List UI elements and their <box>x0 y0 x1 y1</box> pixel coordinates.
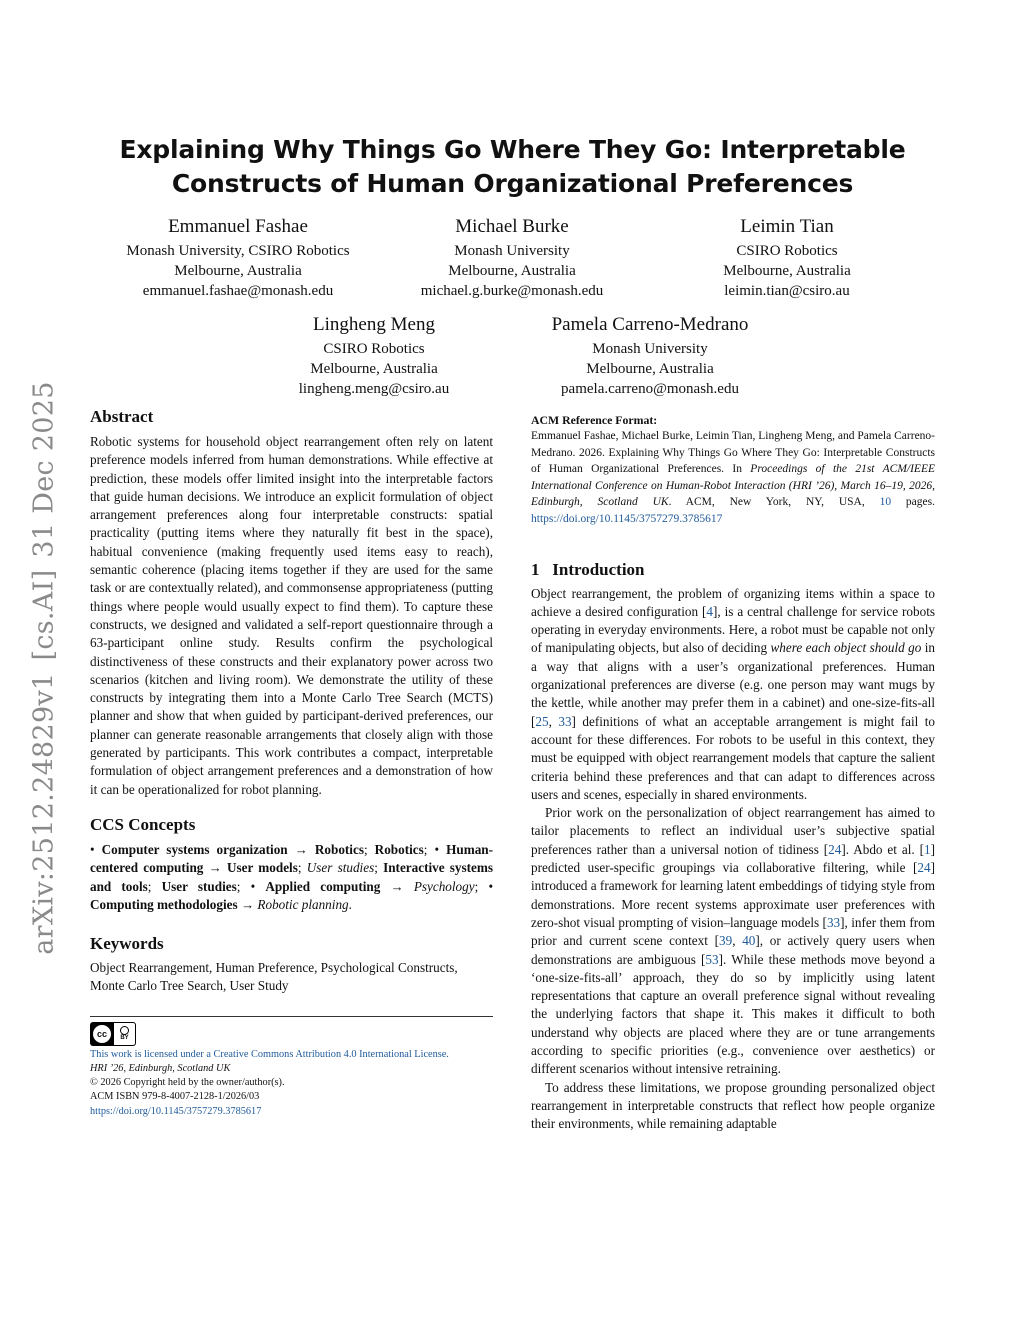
keywords-text: Object Rearrangement, Human Preference, Psychological Constructs, Monte Carlo Tree Search, User Study <box>90 960 458 994</box>
author-name: Emmanuel Fashae <box>168 216 308 237</box>
license-link[interactable]: This work is licensed under a Creative Commons Attribution 4.0 International License. <box>90 1048 449 1060</box>
abstract-heading: Abstract <box>90 407 154 426</box>
paper-title <box>90 133 935 201</box>
acm-ref-text: Emmanuel Fashae, Michael Burke, Leimin Tian, Lingheng Meng, and Pamela Carreno-Medrano. 2026. Explaining Why Things Go Where They Go: Interpretable Constructs of Human Organizational Preferences. In Proceedings of the 21st ACM/IEEE International Conference on Human-Robot Interaction (HRI ’26), March 16–19, 2026, Edinburgh, Scotland UK. ACM, New York, NY, USA, 10 pages. https://doi.org/10.1145/3757279.3785617 <box>531 430 935 525</box>
author-name: Pamela Carreno-Medrano <box>551 314 749 335</box>
author-block <box>274 312 474 399</box>
footnote-rule <box>90 1016 493 1017</box>
license-block <box>90 1048 493 1119</box>
author-block <box>382 214 642 301</box>
author-location: Melbourne, Australia <box>448 263 576 279</box>
author-affiliation: Monash University <box>592 341 708 357</box>
ccs-concepts: • Computer systems organization → Robotics; Robotics; • Human-centered computing → User models; User studies; Interactive systems and tools; User studies; • Applied computing → Psychology; • Computing methodologies → Robotic planning. <box>90 841 494 912</box>
arxiv-date: 31 Dec 2025 <box>28 381 60 558</box>
cc-logo: cc <box>91 1023 113 1045</box>
person-icon <box>120 1026 129 1035</box>
author-location: Melbourne, Australia <box>723 263 851 279</box>
arxiv-category: [cs.AI] <box>28 569 60 661</box>
acm-ref-heading: ACM Reference Format: <box>531 413 658 427</box>
arxiv-identifier <box>29 375 60 960</box>
cc-by-icon <box>90 1022 136 1046</box>
author-affiliation: CSIRO Robotics <box>736 243 838 259</box>
author-location: Melbourne, Australia <box>310 361 438 377</box>
acm-doi-link[interactable]: https://doi.org/10.1145/3757279.3785617 <box>531 512 723 525</box>
intro-paragraph-1: Object rearrangement, the problem of organizing items within a space to achieve a desired configuration [4], is a central challenge for service robots operating in everyday environments. Here, a robot must be capable not only of manipulating objects, but also of deciding where each object should go in a way that aligns with a user’s organizational preferences. Human organizational preferences are diverse (e.g. one person may want mugs by the kettle, while another may prefer them in a cabinet) and one-size-fits-all [25, 33] definitions of what an acceptable arrangement is might fail to account for these differences. For robots to be useful in this context, they must be equipped with object rearrangement models that capture the salient criteria behind these preferences and that can adapt to differences across users and scenes, especially in shared environments. <box>531 585 936 802</box>
author-email[interactable]: leimin.tian@csiro.au <box>724 283 850 299</box>
cc-license-badge[interactable] <box>90 1022 493 1046</box>
intro-heading: 1 Introduction <box>531 559 645 579</box>
author-email[interactable]: michael.g.burke@monash.edu <box>420 283 604 299</box>
author-email[interactable]: pamela.carreno@monash.edu <box>561 381 739 397</box>
title-line-1: Explaining Why Things Go Where They Go: Interpretable <box>119 135 906 164</box>
author-name: Lingheng Meng <box>313 314 435 335</box>
author-location: Melbourne, Australia <box>586 361 714 377</box>
venue-short: HRI ’26, Edinburgh, Scotland UK <box>90 1062 231 1074</box>
author-email[interactable]: lingheng.meng@csiro.au <box>298 381 450 397</box>
intro-paragraph-3: To address these limitations, we propose grounding personalized object rearrangement in interpretable constructs that reflect how people organize their environments, while remaining adaptable <box>531 1079 935 1132</box>
author-name: Leimin Tian <box>740 216 834 237</box>
left-column <box>90 405 493 1119</box>
by-logo: BY <box>114 1023 135 1045</box>
author-block <box>686 214 888 301</box>
pages-link[interactable]: 10 <box>879 496 892 509</box>
author-affiliation: Monash University, CSIRO Robotics <box>126 243 350 259</box>
author-name: Michael Burke <box>455 216 569 237</box>
author-email[interactable]: emmanuel.fashae@monash.edu <box>142 283 334 299</box>
author-affiliation: CSIRO Robotics <box>323 341 425 357</box>
ccs-heading: CCS Concepts <box>90 814 196 834</box>
copyright: © 2026 Copyright held by the owner/author(s). <box>90 1077 285 1089</box>
author-affiliation: Monash University <box>454 243 570 259</box>
isbn: ACM ISBN 979-8-4007-2128-1/2026/03 <box>90 1091 260 1103</box>
author-location: Melbourne, Australia <box>174 263 302 279</box>
keywords-heading: Keywords <box>90 934 164 954</box>
author-block <box>530 312 770 399</box>
right-column <box>531 412 935 1133</box>
author-block <box>100 214 376 301</box>
intro-paragraph-2: Prior work on the personalization of object rearrangement has aimed to tailor placements to reflect an individual user’s subjective spatial preferences rather than a universal notion of tidiness [24]. Abdo et al. [1] predicted user-specific groupings via collaborative filtering, while [24] introduced a framework for learning latent embeddings of tidying style from demonstrations. More recent systems approximate user preferences with zero-shot visual prompting of vision–language models [33], infer them from prior and current scene context [39, 40], or actively query users when demonstrations are ambiguous [53]. While these methods move beyond a ‘one-size-fits-all’ approach, they do so by implicitly using latent representations that capture an overall preference signal without revealing the underlying factors that shape it. This makes it difficult to both understand why objects are placed where they are or tune arrangements according to specific priorities (e.g., convenience over aesthetics) or different scenarios without intensive retraining. <box>531 805 935 1077</box>
abstract-text: Robotic systems for household object rearrangement often rely on latent preference models inferred from human demonstrations. While effective at prediction, these models offer limited insight into the interpretable factors that guide human decisions. We introduce an explicit formulation of object arrangement preferences along four interpretable constructs: spatial practicality (putting items where they naturally fit best in the space), habitual convenience (making frequently used items easy to reach), semantic coherence (placing items together if they are used for the same task or are contextually related), and commonsense appropriateness (putting things where people would usually expect to find them). To capture these constructs, we designed and validated a self-report questionnaire through a 63-participant online study. Results confirm the psychological distinctiveness of these constructs and their explanatory power across two scenarios (kitchen and living room). We demonstrate the utility of these constructs by integrating them into a Monte Carlo Tree Search (MCTS) planner and show that when guided by participant-derived preferences, our planner can generate reasonable arrangements that closely align with those generated by participants. This work contributes a compact, interpretable formulation of object arrangement preferences and a demonstration of how it can be operationalized for robot planning. <box>90 434 493 797</box>
doi-link[interactable]: https://doi.org/10.1145/3757279.3785617 <box>90 1105 262 1117</box>
arxiv-id: arXiv:2512.24829v1 <box>28 672 60 955</box>
title-line-2: Constructs of Human Organizational Preferences <box>171 169 854 198</box>
